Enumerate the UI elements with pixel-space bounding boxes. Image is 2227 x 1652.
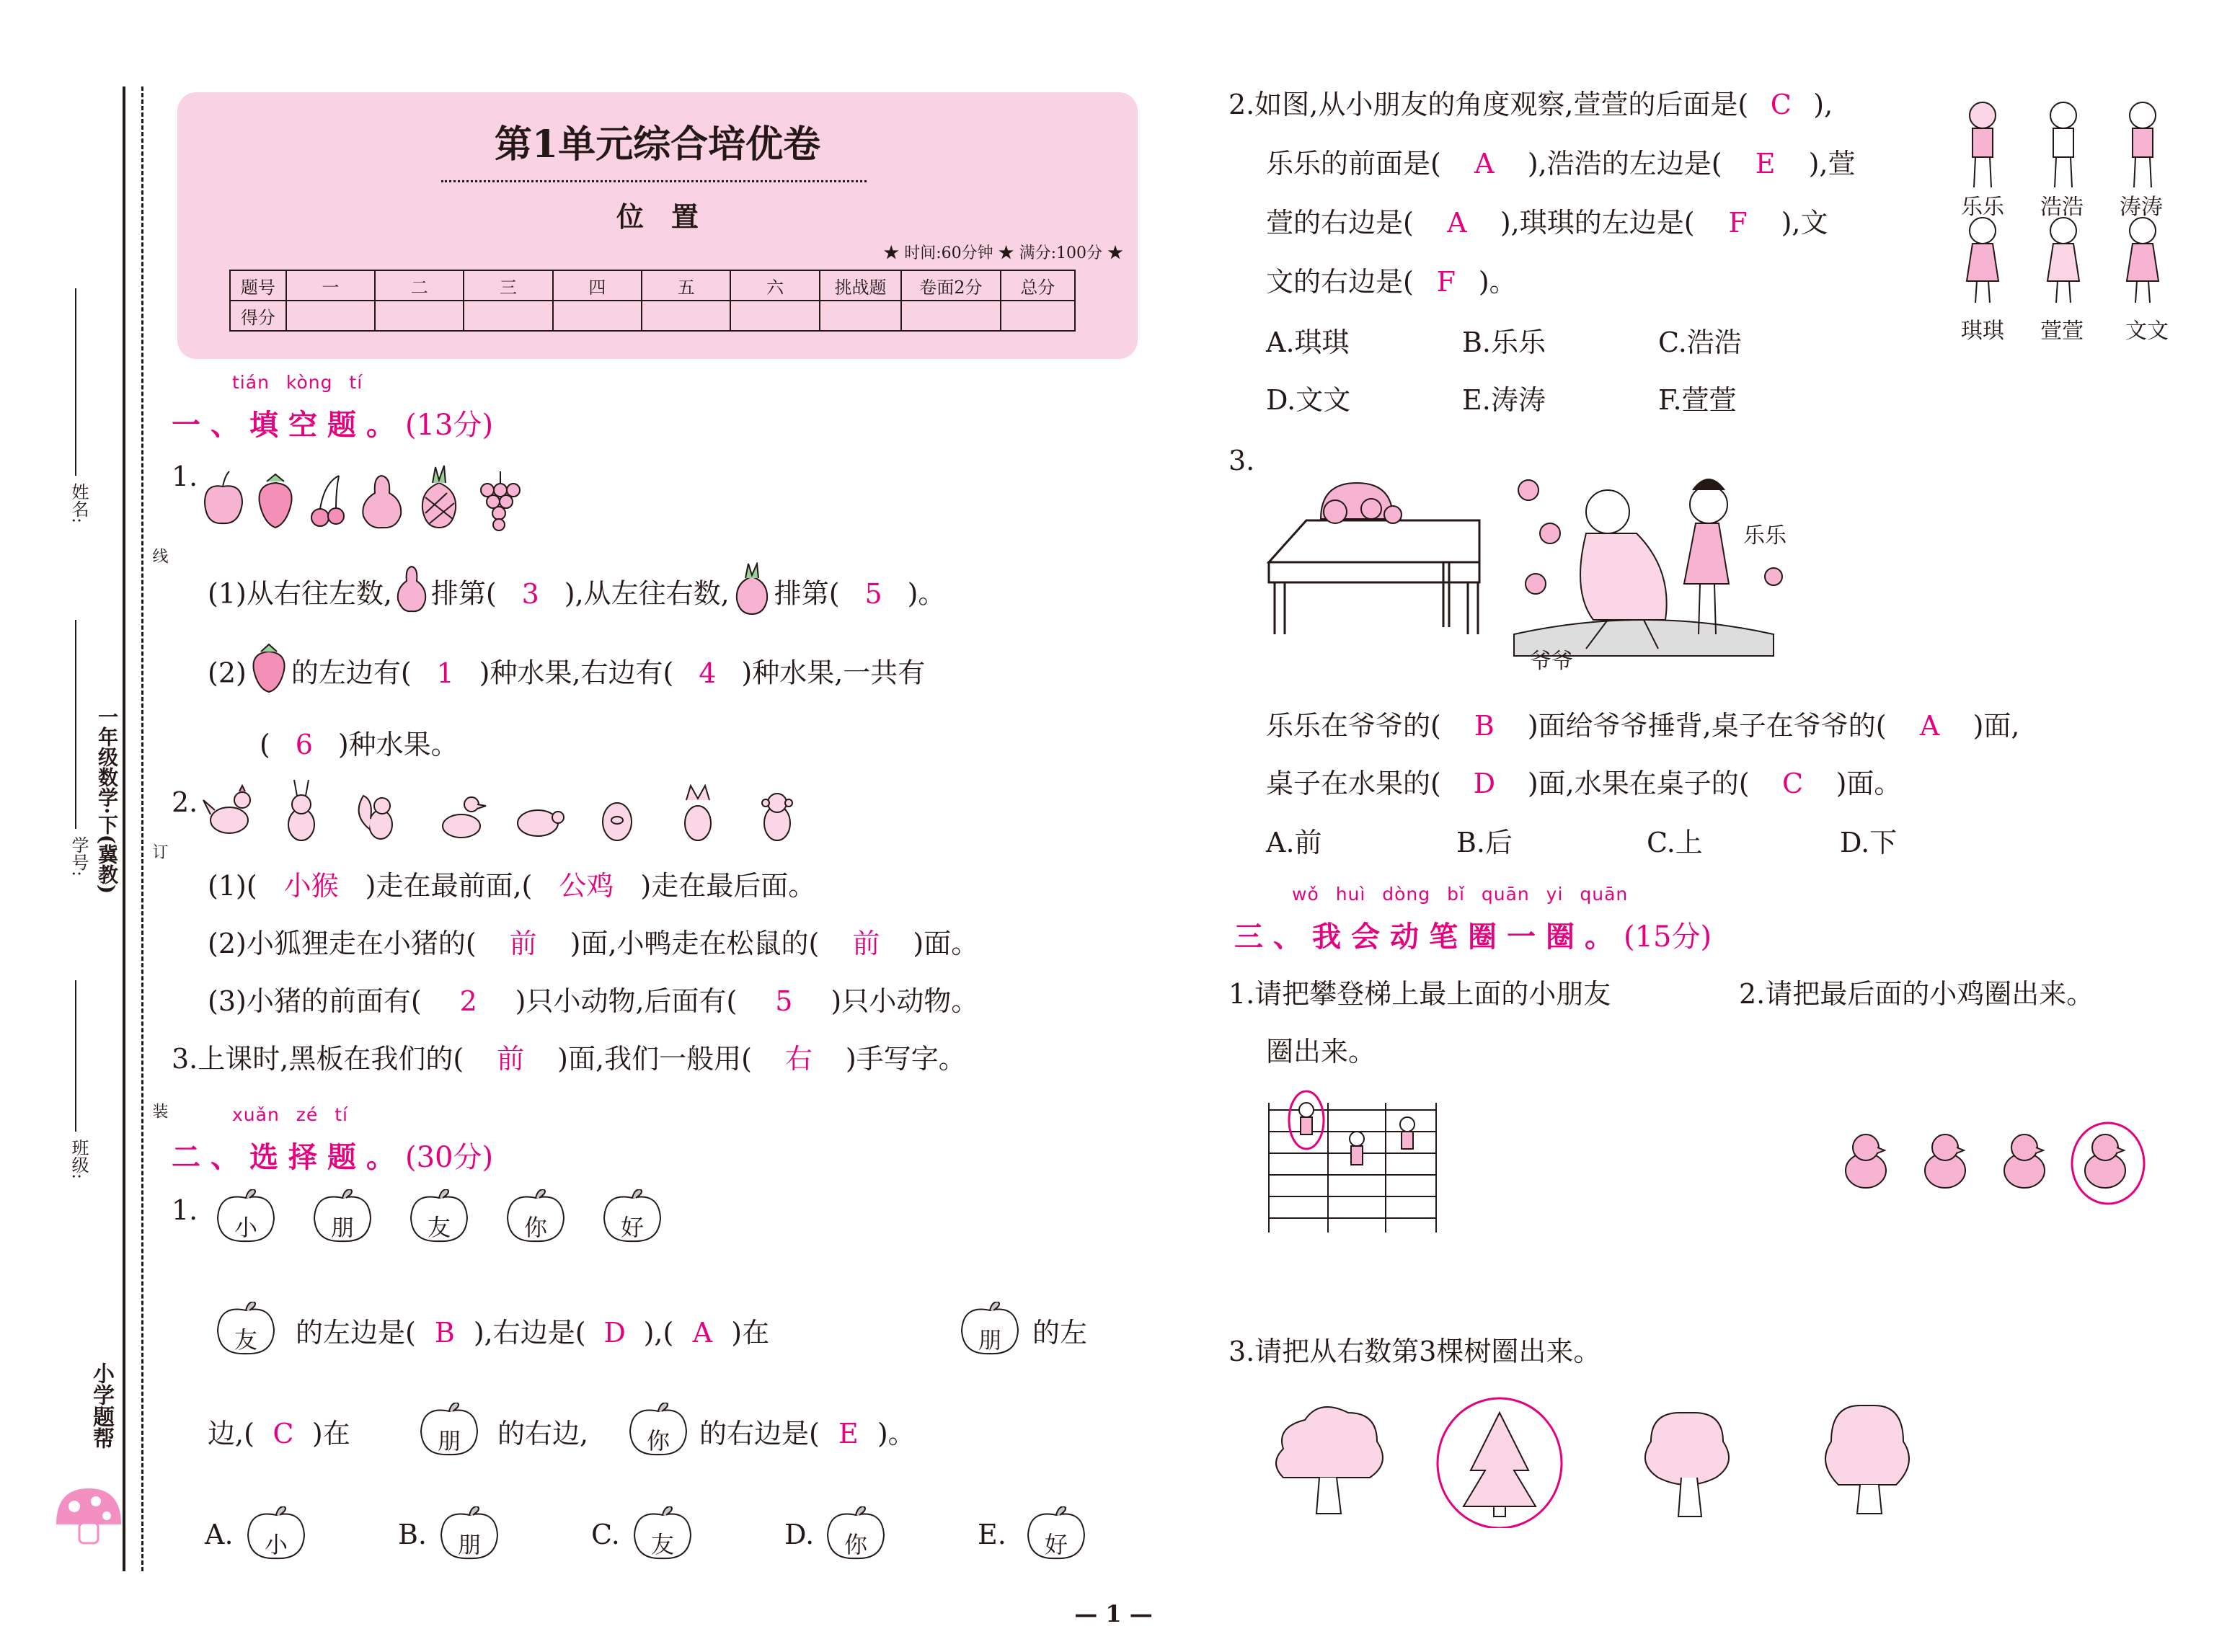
answer-1[interactable]: 3	[521, 577, 539, 610]
q-text: )走在最后面。	[640, 870, 816, 902]
chick-icon	[2004, 1134, 2045, 1188]
q-text: )面。	[1836, 768, 1902, 799]
sidebar-cut-zhuang: 装	[150, 1103, 168, 1119]
s2-q2-line1	[1228, 91, 1833, 118]
score-cell[interactable]	[730, 301, 819, 331]
answer-21[interactable]: E	[1755, 148, 1776, 179]
page-title: 第1单元综合培优卷	[494, 123, 821, 166]
q-text: 排第(	[774, 577, 840, 610]
brand-label: 小学题帮	[89, 1362, 114, 1449]
s2-q2-line2	[1266, 150, 1855, 177]
s2-q1-num: 1.	[172, 1194, 198, 1226]
exam-meta: ★ 时间:60分钟 ★ 满分:100分 ★	[883, 244, 1123, 262]
apple-tile	[505, 1189, 567, 1244]
answer-6[interactable]: 小猴	[283, 870, 339, 902]
q-text: 2.如图,从小朋友的角度观察,萱萱的后面是(	[1228, 89, 1749, 120]
apple-tile	[959, 1302, 1021, 1356]
s2-score: (30分)	[405, 1141, 494, 1174]
q-text: )种水果,一共有	[741, 657, 926, 689]
choice-d: D.文文	[1266, 384, 1351, 416]
s2-title	[172, 1134, 493, 1176]
q-text: ),从左往右数,	[564, 577, 730, 610]
q-text: 的右边是(	[699, 1418, 820, 1449]
duck-icon	[443, 797, 486, 838]
sidebar-book-title: 一年级数学·下(冀教)	[95, 706, 119, 894]
apple-tile	[215, 1302, 277, 1356]
q-text: )只小动物。	[831, 985, 979, 1017]
q-text: )走在最前面,(	[365, 870, 533, 902]
option-apple[interactable]	[245, 1506, 307, 1561]
q-text: ),琪琪的左边是(	[1500, 207, 1695, 239]
option-apple[interactable]	[438, 1506, 500, 1561]
q-text: )面,我们一般用(	[557, 1043, 752, 1075]
score-head: 一	[286, 270, 375, 301]
q-text: ),浩浩的左边是(	[1527, 148, 1722, 179]
s2-q3-opt-d: D.下	[1840, 827, 1898, 858]
kid-label: 乐乐	[1961, 195, 2004, 220]
s1-q2-num: 2.	[172, 786, 198, 818]
s1-title	[172, 402, 493, 443]
q-text: )面,	[1973, 710, 2020, 742]
sidebar-cut-ding: 订	[150, 843, 168, 859]
answer-26[interactable]: A	[1919, 710, 1940, 742]
q-text: )手写字。	[845, 1043, 966, 1075]
apple-char: 小	[264, 1531, 288, 1558]
s1-pinyin: tián kòng tí	[232, 372, 363, 393]
score-cell[interactable]	[642, 301, 730, 331]
answer-19[interactable]: C	[1770, 89, 1792, 120]
s2-q3-line2	[1266, 770, 1901, 797]
id-line	[75, 620, 76, 829]
answer-20[interactable]: A	[1474, 148, 1495, 179]
q-text: 排第(	[430, 577, 497, 610]
answer-17[interactable]: C	[273, 1418, 294, 1449]
table-fruit-illustration	[1263, 461, 1487, 641]
score-cell[interactable]	[286, 301, 375, 331]
squirrel-icon	[359, 796, 392, 839]
s1-q3-line	[172, 1045, 966, 1073]
fox-icon	[685, 786, 711, 840]
sidebar-class-label: 班级:	[68, 1139, 89, 1180]
chick-icon	[1925, 1134, 1965, 1188]
pineapple-icon	[422, 466, 456, 528]
name-line	[75, 288, 76, 476]
score-head: 总分	[1001, 270, 1076, 301]
apple-char: 友	[234, 1326, 257, 1354]
apple-char: 友	[427, 1214, 451, 1241]
option-label-b: B.	[398, 1519, 428, 1550]
answer-8[interactable]: 前	[509, 928, 537, 959]
apple-tile	[408, 1189, 470, 1244]
ladder-illustration	[1263, 1088, 1443, 1233]
option-label-a: A.	[205, 1519, 234, 1550]
q-text: )。	[877, 1418, 916, 1449]
score-head: 挑战题	[820, 270, 901, 301]
score-cell[interactable]	[820, 301, 901, 331]
score-head: 三	[464, 270, 552, 301]
score-head: 卷面2分	[901, 270, 1000, 301]
answer-3[interactable]: 1	[436, 657, 454, 689]
q-text: )面给爷爷捶背,桌子在爷爷的(	[1527, 710, 1887, 742]
q-text: )种水果,右边有(	[479, 657, 674, 689]
s3-q2-line: 2.请把最后面的小鸡圈出来。	[1739, 978, 2094, 1010]
apple-tile	[418, 1403, 480, 1457]
s3-q3-line: 3.请把从右数第3棵树圈出来。	[1228, 1336, 1601, 1367]
score-head: 题号	[230, 270, 286, 301]
score-table	[229, 270, 1076, 332]
pig-icon	[603, 803, 632, 840]
sidebar-line-dash	[141, 86, 143, 1571]
boy-icon	[2050, 102, 2076, 187]
apple-char: 好	[1044, 1531, 1068, 1558]
girl-icon	[1967, 218, 1998, 303]
s3-q1-line2: 圈出来。	[1266, 1036, 1376, 1067]
chick-icon	[2085, 1134, 2125, 1188]
q-text: )种水果。	[337, 729, 459, 760]
q-text: )面,小鸭走在松鼠的(	[570, 928, 820, 959]
s2-q1-line2a	[208, 1420, 350, 1447]
q-text: )在	[311, 1418, 350, 1449]
score-head: 六	[730, 270, 819, 301]
q-text: ),右边是(	[473, 1317, 586, 1349]
score-cell[interactable]	[901, 301, 1000, 331]
page-number: — 1 —	[1074, 1600, 1153, 1627]
choice-e: E.涛涛	[1462, 384, 1546, 416]
class-line	[75, 980, 76, 1132]
lele-label: 乐乐	[1743, 523, 1787, 549]
monkey-icon	[762, 794, 792, 840]
choice-a: A.琪琪	[1266, 327, 1350, 358]
answer-5[interactable]: 6	[295, 729, 313, 760]
q-text: (2)小狐狸走在小猪的(	[208, 928, 477, 959]
s2-pinyin: xuǎn zé tí	[232, 1104, 348, 1125]
answer-24[interactable]: F	[1436, 266, 1456, 298]
answer-28[interactable]: C	[1782, 768, 1804, 799]
s1-q2-line2	[208, 930, 978, 957]
answer-25[interactable]: B	[1474, 710, 1495, 742]
cherry-icon	[311, 476, 344, 526]
q-text: 乐乐的前面是(	[1266, 148, 1441, 179]
strawberry-icon	[249, 643, 288, 693]
s2-q3-opt-b: B.后	[1456, 827, 1513, 858]
s2-q1-line1	[296, 1317, 770, 1349]
score-cell[interactable]	[375, 301, 464, 331]
s1-q2-line3	[208, 987, 978, 1015]
answer-13[interactable]: 右	[784, 1043, 813, 1075]
q-text: ),(	[643, 1317, 674, 1349]
answer-10[interactable]: 2	[459, 985, 477, 1017]
apple-char: 小	[234, 1214, 257, 1241]
pear-icon	[363, 476, 401, 528]
apple-char: 朋	[437, 1427, 461, 1455]
apple-tile	[215, 1189, 277, 1244]
s2-q2-line4	[1266, 268, 1517, 296]
s3-q1-line1: 1.请把攀登梯上最上面的小朋友	[1228, 978, 1611, 1010]
option-label-e: E.	[978, 1519, 1006, 1550]
answer-4[interactable]: 4	[699, 657, 717, 689]
s1-score: (13分)	[405, 409, 494, 442]
q-text: 萱的右边是(	[1266, 207, 1414, 239]
answer-18[interactable]: E	[838, 1418, 859, 1449]
s1-q1-line2	[208, 657, 925, 693]
s2-q3-line1	[1266, 712, 2019, 740]
apple-tile	[601, 1189, 663, 1244]
rabbit-icon	[288, 780, 314, 840]
kid-label: 涛涛	[2120, 195, 2163, 220]
q-text: )只小动物,后面有(	[515, 985, 738, 1017]
apple-char: 朋	[978, 1326, 1001, 1354]
score-head: 二	[375, 270, 464, 301]
choice-b: B.乐乐	[1462, 327, 1546, 358]
girl-icon	[2047, 218, 2079, 303]
q-text: (1)(	[208, 870, 257, 902]
q-text: )面,水果在桌子的(	[1527, 768, 1750, 799]
kid-label: 浩浩	[2040, 195, 2084, 220]
s1-q2-line1	[208, 872, 815, 900]
boy-icon	[2130, 102, 2156, 187]
apple-char: 你	[646, 1427, 670, 1455]
apple-char: 好	[620, 1214, 644, 1241]
q-text: )在	[731, 1317, 770, 1349]
answer-2[interactable]: 5	[864, 577, 882, 610]
answer-27[interactable]: D	[1473, 768, 1496, 799]
q-text: (	[260, 729, 270, 760]
grandpa-lele-illustration	[1500, 447, 1802, 663]
sidebar-line-outer	[123, 86, 125, 1571]
s2-q1-line2b: 的右边,	[497, 1418, 589, 1449]
apple-char: 你	[844, 1531, 867, 1558]
s3-title-text: 三、我会动笔圈一圈。	[1234, 920, 1624, 954]
strawberry-icon	[259, 474, 291, 528]
answer-7[interactable]: 公鸡	[559, 870, 614, 902]
yeye-label: 爷爷	[1530, 649, 1573, 674]
answer-15[interactable]: D	[603, 1317, 626, 1349]
apple-icon	[205, 471, 242, 523]
grapes-icon	[481, 471, 520, 530]
sidebar-id-label: 学号:	[68, 836, 89, 877]
answer-12[interactable]: 前	[497, 1043, 525, 1075]
q-text: ),文	[1781, 207, 1828, 239]
answer-22[interactable]: A	[1447, 207, 1467, 239]
q-text: (2)	[208, 657, 247, 689]
s2-q1-line1-end: 的左	[1032, 1317, 1088, 1349]
q-text: 文的右边是(	[1266, 266, 1414, 298]
q-text: (3)小猪的前面有(	[208, 985, 422, 1017]
answer-23[interactable]: F	[1728, 207, 1748, 239]
turtle-icon	[518, 810, 564, 836]
choice-c: C.浩浩	[1658, 327, 1742, 358]
score-head: 四	[553, 270, 642, 301]
trees-illustration	[1269, 1384, 2011, 1528]
tree-icon	[1276, 1407, 1383, 1514]
s3-pinyin: wǒ huì dòng bǐ quān yi quān	[1292, 884, 1629, 905]
s1-q1-line1	[208, 577, 945, 616]
q-text: 桌子在水果的(	[1266, 768, 1441, 799]
kid-label: 萱萱	[2040, 319, 2084, 344]
s2-q3-opt-a: A.前	[1266, 827, 1322, 858]
s1-q1-num: 1.	[172, 461, 198, 492]
q-text: )。	[1478, 266, 1517, 298]
apple-char: 朋	[330, 1214, 354, 1241]
option-apple[interactable]	[825, 1506, 887, 1561]
apple-tile	[311, 1189, 373, 1244]
answer-9[interactable]: 前	[852, 928, 880, 959]
answer-16[interactable]: A	[692, 1317, 713, 1349]
answer-14[interactable]: B	[434, 1317, 455, 1349]
option-apple[interactable]	[1025, 1506, 1087, 1561]
s2-q1-line2c	[699, 1420, 916, 1447]
q-text: )。	[907, 577, 946, 610]
apple-char: 朋	[457, 1531, 481, 1558]
q-text: 的左边是(	[296, 1317, 416, 1349]
answer-11[interactable]: 5	[775, 985, 793, 1017]
score-head: 五	[642, 270, 730, 301]
s2-title-text: 二、选择题。	[172, 1140, 405, 1174]
pear-icon	[395, 564, 428, 614]
s2-q2-line3	[1266, 207, 1828, 239]
score-cell[interactable]	[464, 301, 552, 331]
kid-label: 琪琪	[1961, 319, 2004, 344]
s2-q3-num: 3.	[1228, 445, 1255, 476]
score-cell[interactable]	[553, 301, 642, 331]
q-text: 3.上课时,黑板在我们的(	[172, 1043, 464, 1075]
pineapple-icon	[732, 562, 771, 616]
option-label-d: D.	[784, 1519, 815, 1550]
score-row-label: 得分	[230, 301, 286, 331]
q-text: 边,(	[208, 1418, 254, 1449]
option-apple[interactable]	[632, 1506, 694, 1561]
rooster-icon	[203, 786, 250, 833]
q-text: ),	[1813, 89, 1833, 120]
s1-title-text: 一、填空题。	[172, 408, 405, 442]
option-label-c: C.	[591, 1519, 620, 1550]
apple-char: 友	[650, 1531, 674, 1558]
page-subtitle: 位 置	[616, 200, 699, 233]
boy-icon	[1970, 102, 1996, 187]
sidebar-name-label: 姓名:	[68, 483, 89, 524]
apple-tile	[627, 1403, 689, 1457]
chick-icon	[1846, 1134, 1886, 1188]
q-text: (1)从右往左数,	[208, 577, 392, 610]
sidebar-cut-line: 线	[150, 548, 168, 564]
chicks-illustration	[1837, 1119, 2154, 1212]
q-text: 乐乐在爷爷的(	[1266, 710, 1441, 742]
tree-icon	[1645, 1413, 1729, 1516]
score-cell[interactable]	[1001, 301, 1076, 331]
fruit-row	[198, 461, 572, 533]
tree-icon	[1464, 1413, 1536, 1516]
s3-title	[1234, 914, 1712, 955]
s3-score: (15分)	[1624, 920, 1712, 954]
kid-label: 文文	[2125, 319, 2169, 344]
girl-icon	[2127, 218, 2159, 303]
s2-q3-opt-c: C.上	[1647, 827, 1703, 858]
q-text: ),萱	[1808, 148, 1856, 179]
tree-icon	[1825, 1405, 1909, 1514]
title-rule	[441, 180, 867, 182]
q-text: 的左边有(	[291, 657, 412, 689]
choice-f: F.萱萱	[1658, 384, 1737, 416]
mushroom-logo	[49, 1481, 128, 1546]
s1-q1-line3	[260, 731, 459, 758]
apple-char: 你	[523, 1214, 547, 1241]
animal-row	[200, 778, 820, 851]
q-text: )面。	[913, 928, 979, 959]
